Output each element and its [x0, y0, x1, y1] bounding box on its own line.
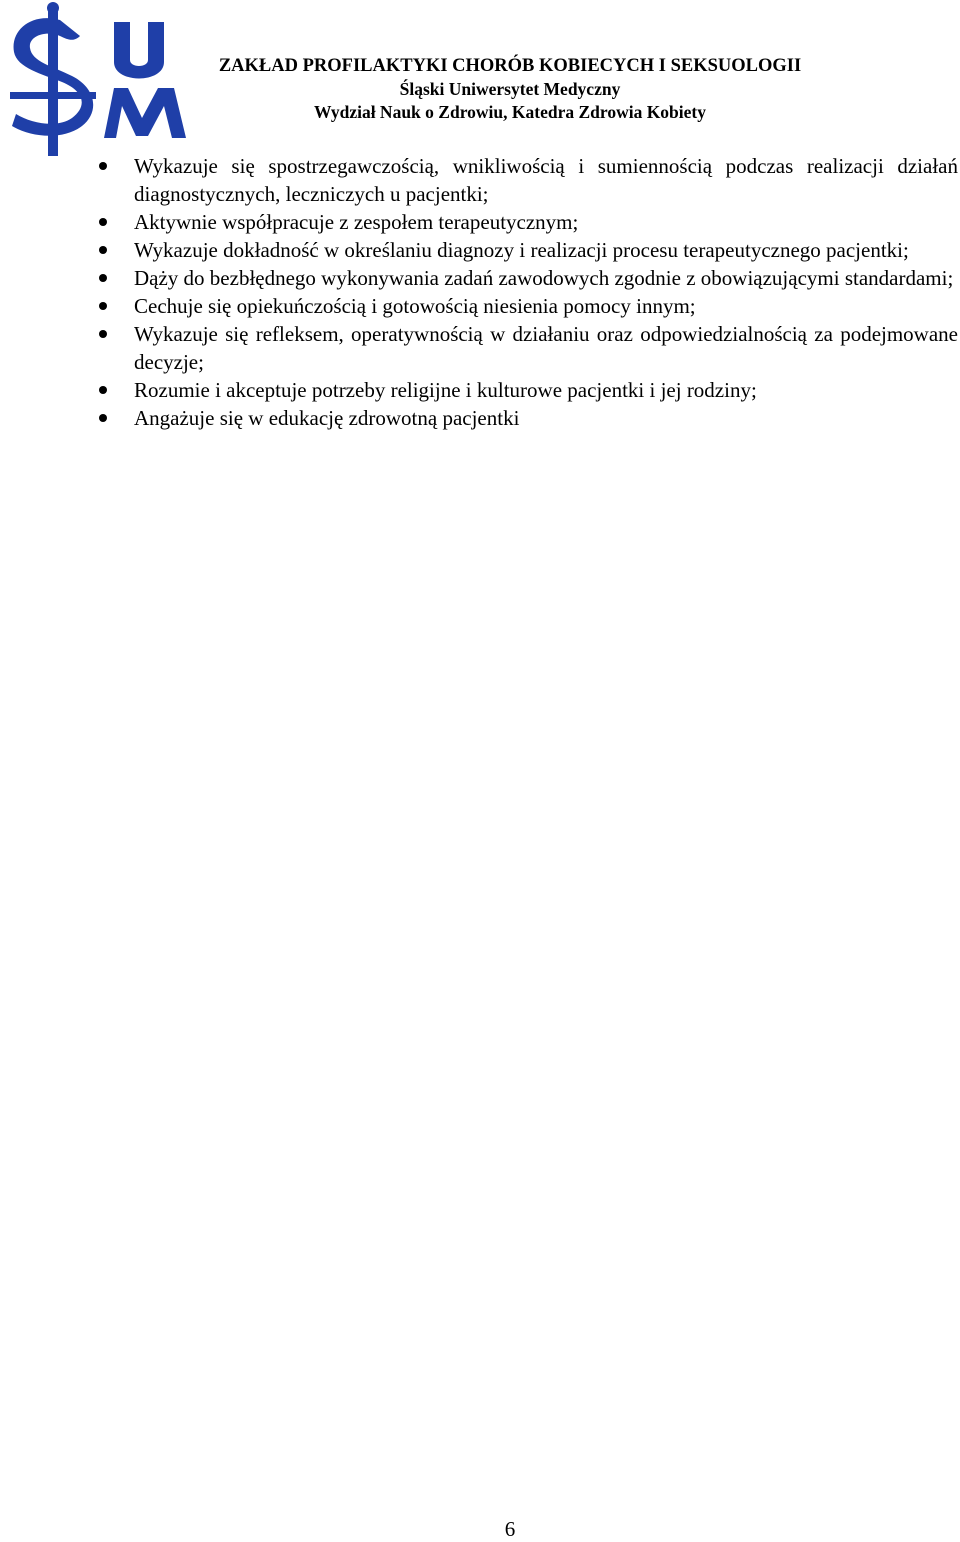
competency-list: [96, 152, 958, 432]
bullet-icon: [99, 414, 107, 422]
department-name: ZAKŁAD PROFILAKTYKI CHORÓB KOBIECYCH I SEKSUOLOGII: [218, 56, 802, 76]
list-item-text: Wykazuje się spostrzegawczością, wnikliwością i sumiennością podczas realizacji działań diagnostycznych, leczniczych u pacjentki;: [134, 154, 958, 206]
bullet-icon: [99, 302, 107, 310]
bullet-icon: [99, 274, 107, 282]
faculty-name: Wydział Nauk o Zdrowiu, Katedra Zdrowia Kobiety: [313, 102, 706, 122]
list-item: [96, 376, 958, 404]
list-item: [96, 320, 958, 376]
page-number: 6: [504, 1517, 516, 1541]
list-item-text: Cechuje się opiekuńczością i gotowością niesienia pomocy innym;: [134, 294, 696, 318]
list-item: [96, 236, 958, 264]
list-item: [96, 404, 958, 432]
list-item-text: Aktywnie współpracuje z zespołem terapeutycznym;: [134, 210, 579, 234]
bullet-icon: [99, 330, 107, 338]
university-name: Śląski Uniwersytet Medyczny: [399, 79, 621, 99]
bullet-icon: [99, 162, 107, 170]
list-item: [96, 152, 958, 208]
list-item-text: Rozumie i akceptuje potrzeby religijne i kulturowe pacjentki i jej rodziny;: [134, 378, 757, 402]
list-item-text: Dąży do bezbłędnego wykonywania zadań zawodowych zgodnie z obowiązującymi standardami;: [134, 266, 954, 290]
list-item: [96, 292, 958, 320]
list-item-text: Wykazuje dokładność w określaniu diagnozy i realizacji procesu terapeutycznego pacjentki;: [134, 238, 909, 262]
list-item: [96, 208, 958, 236]
list-item-text: Angażuje się w edukację zdrowotną pacjentki: [134, 406, 520, 430]
list-item: [96, 264, 958, 292]
bullet-icon: [99, 246, 107, 254]
bullet-icon: [99, 386, 107, 394]
sum-logo: [2, 2, 198, 157]
bullet-icon: [99, 218, 107, 226]
document-header: [200, 55, 820, 124]
list-item-text: Wykazuje się refleksem, operatywnością w działaniu oraz odpowiedzialnością za podejmowane decyzje;: [134, 322, 958, 374]
